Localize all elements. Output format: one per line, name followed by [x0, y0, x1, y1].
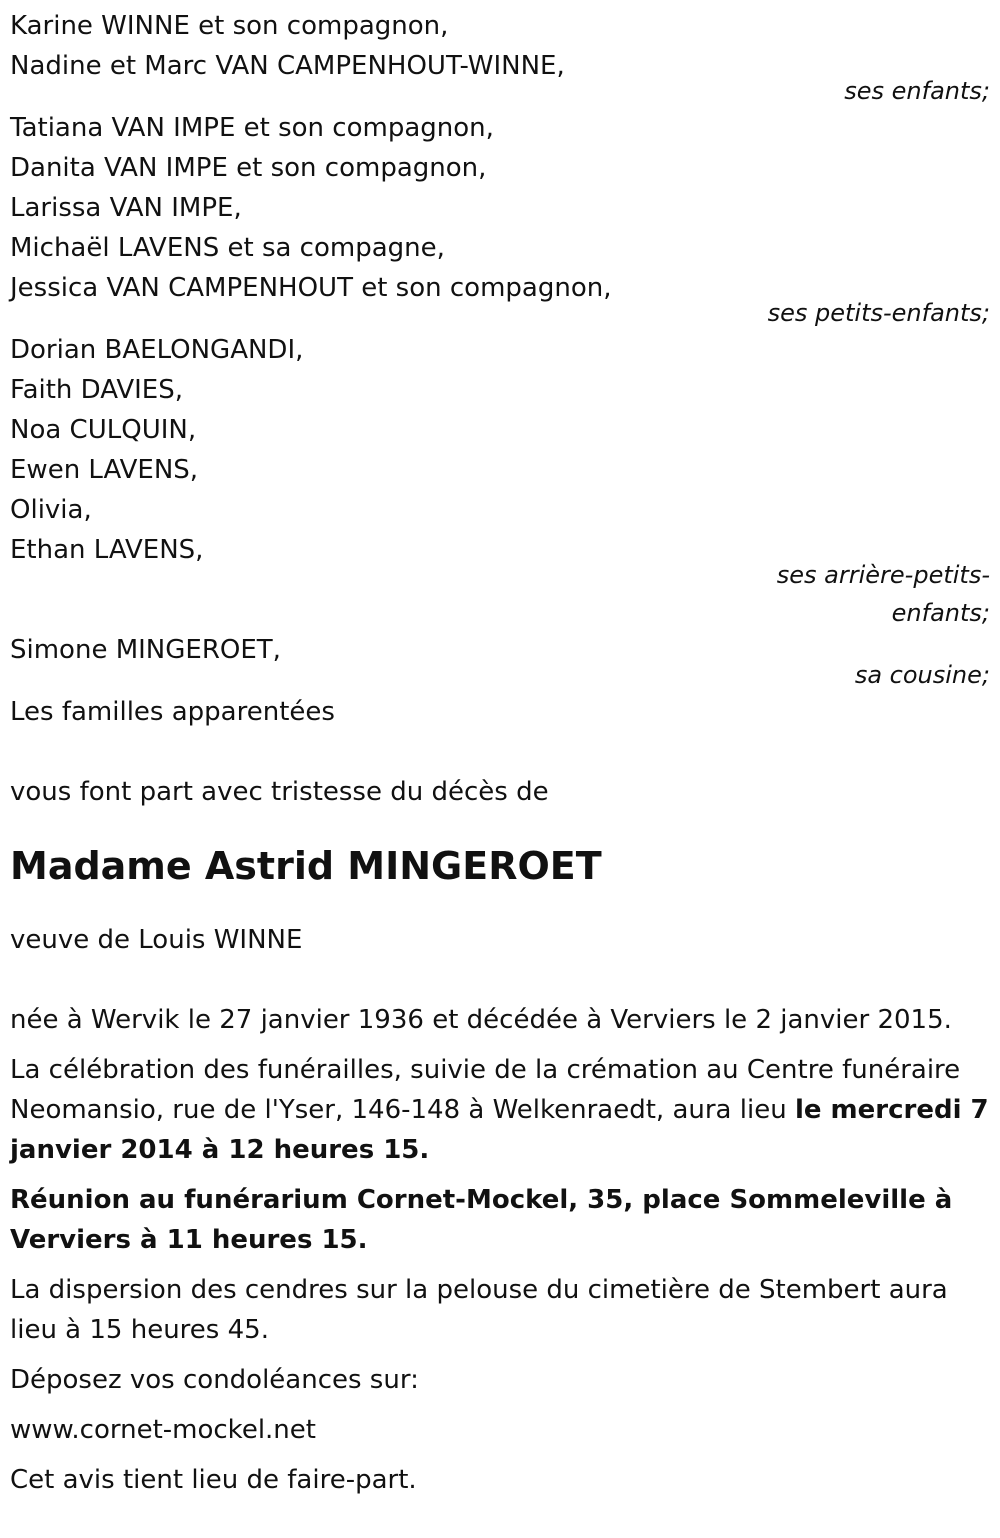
family-member: Olivia,: [10, 495, 92, 525]
family-member: Karine WINNE et son compagnon,: [10, 11, 449, 41]
meeting-paragraph: Réunion au funérarium Cornet-Mockel, 35, place Sommeleville à Verviers à 11 heures 15.: [10, 1185, 953, 1255]
family-member: Jessica VAN CAMPENHOUT et son compagnon,: [10, 273, 612, 303]
dispersion-paragraph: La dispersion des cendres sur la pelouse du cimetière de Stembert aura lieu à 15 heures 45.: [10, 1275, 948, 1345]
ceremony-paragraph: [10, 1050, 990, 1170]
children-group: [10, 6, 990, 110]
ceremony-text: La célébration des funérailles, suivie de la crémation au Centre funéraire Neomansio, rue de l'Yser, 146-148 à Welkenraedt, aura lieu: [10, 1055, 961, 1125]
family-member: Ethan LAVENS,: [10, 535, 204, 565]
role-label: ses arrière-petits-: [776, 561, 990, 589]
family-member: Tatiana VAN IMPE et son compagnon,: [10, 113, 494, 143]
related-families: Les familles apparentées: [10, 697, 335, 727]
widow-of: veuve de Louis WINNE: [10, 925, 303, 955]
deceased-name: Madame Astrid MINGEROET: [10, 844, 602, 888]
cousin-group: [10, 630, 990, 694]
family-member: Faith DAVIES,: [10, 375, 183, 405]
footer-note: Cet avis tient lieu de faire-part.: [10, 1465, 417, 1495]
family-member: Nadine et Marc VAN CAMPENHOUT-WINNE,: [10, 51, 565, 81]
great-grandchildren-group: [10, 330, 990, 632]
family-member: Dorian BAELONGANDI,: [10, 335, 304, 365]
family-member: Danita VAN IMPE et son compagnon,: [10, 153, 487, 183]
family-member: Michaël LAVENS et sa compagne,: [10, 233, 445, 263]
birth-death-dates: née à Wervik le 27 janvier 1936 et décédée à Verviers le 2 janvier 2015.: [10, 1005, 952, 1035]
role-label-continued: enfants;: [891, 599, 990, 627]
announcement-text: vous font part avec tristesse du décès de: [10, 777, 549, 807]
family-member: Larissa VAN IMPE,: [10, 193, 242, 223]
obituary-notice: [10, 6, 990, 1500]
role-label: ses enfants;: [844, 77, 990, 105]
family-member: Simone MINGEROET,: [10, 635, 281, 665]
role-label: ses petits-enfants;: [767, 299, 990, 327]
website-link[interactable]: www.cornet-mockel.net: [10, 1415, 316, 1445]
condolences-label: Déposez vos condoléances sur:: [10, 1365, 419, 1395]
family-member: Ewen LAVENS,: [10, 455, 199, 485]
ceremony-datetime: le mercredi 7 janvier 2014 à 12 heures 15.: [10, 1095, 989, 1165]
role-label: sa cousine;: [854, 661, 990, 689]
grandchildren-group: [10, 108, 990, 332]
family-member: Noa CULQUIN,: [10, 415, 197, 445]
